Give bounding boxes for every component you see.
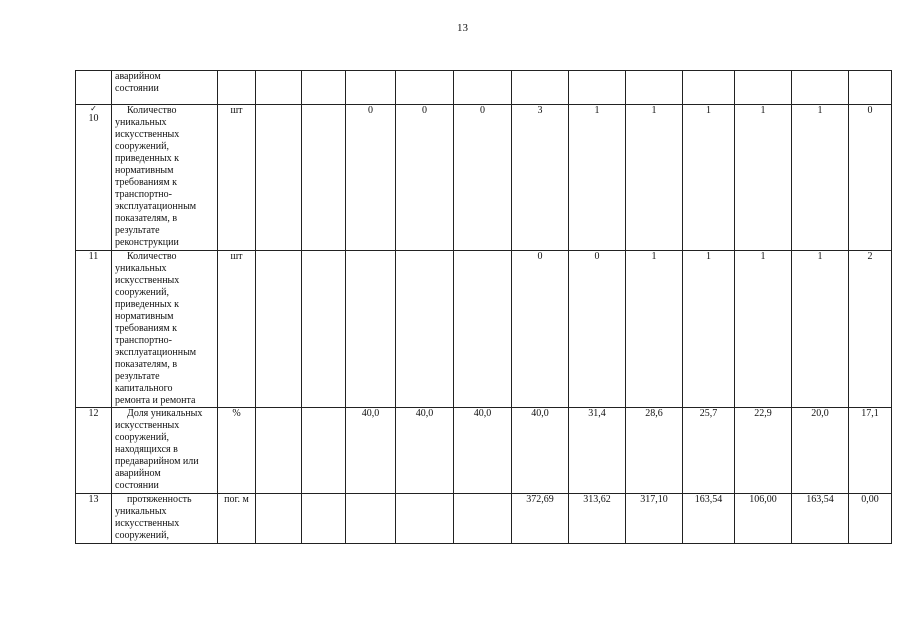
row-number: ✓ 10: [76, 105, 112, 251]
table-row: [76, 105, 892, 251]
value-cell: [346, 494, 396, 544]
value-cell: 1: [683, 105, 735, 251]
value-cell: [256, 105, 302, 251]
value-cell: [256, 71, 302, 105]
value-cell: [396, 71, 454, 105]
indicator-name: Количество уникальных искусственных сооружений, приведенных к нормативным требованиям к транспортно- эксплуатационным показателям, в результате капитального ремонта и ремонта: [112, 251, 218, 408]
unit-cell: пог. м: [218, 494, 256, 544]
value-cell: [396, 251, 454, 408]
value-cell: [454, 251, 512, 408]
indicator-name: Количество уникальных искусственных сооружений, приведенных к нормативным требованиям к транспортно- эксплуатационным показателям, в результате реконструкции: [112, 105, 218, 251]
value-cell: 3: [512, 105, 569, 251]
unit-cell: %: [218, 408, 256, 494]
value-cell: 0: [569, 251, 626, 408]
value-cell: [256, 408, 302, 494]
value-cell: [792, 71, 849, 105]
value-cell: 0: [849, 105, 892, 251]
table-row: [76, 408, 892, 494]
value-cell: 1: [626, 105, 683, 251]
indicator-name: протяженность уникальных искусственных сооружений,: [112, 494, 218, 544]
value-cell: 28,6: [626, 408, 683, 494]
row-number: 11: [76, 251, 112, 408]
value-cell: [346, 71, 396, 105]
value-cell: 0: [346, 105, 396, 251]
value-cell: [454, 494, 512, 544]
value-cell: [512, 71, 569, 105]
unit-cell: шт: [218, 251, 256, 408]
row-number: 12: [76, 408, 112, 494]
value-cell: 17,1: [849, 408, 892, 494]
indicator-name: Доля уникальных искусственных сооружений, находящихся в предаварийном или аварийном состоянии: [112, 408, 218, 494]
value-cell: 106,00: [735, 494, 792, 544]
value-cell: 163,54: [792, 494, 849, 544]
table-row: [76, 494, 892, 544]
row-number: [76, 71, 112, 105]
unit-cell: [218, 71, 256, 105]
value-cell: [396, 494, 454, 544]
table-row: [76, 71, 892, 105]
value-cell: 20,0: [792, 408, 849, 494]
value-cell: [302, 408, 346, 494]
value-cell: 0: [396, 105, 454, 251]
value-cell: [302, 105, 346, 251]
check-mark-icon: ✓: [90, 104, 97, 113]
value-cell: [346, 251, 396, 408]
value-cell: 1: [569, 105, 626, 251]
indicator-name: аварийном состоянии: [112, 71, 218, 105]
value-cell: 1: [683, 251, 735, 408]
value-cell: 2: [849, 251, 892, 408]
value-cell: 1: [626, 251, 683, 408]
value-cell: [256, 494, 302, 544]
value-cell: 40,0: [512, 408, 569, 494]
value-cell: 0: [454, 105, 512, 251]
value-cell: 40,0: [346, 408, 396, 494]
value-cell: [849, 71, 892, 105]
value-cell: [735, 71, 792, 105]
value-cell: 1: [735, 251, 792, 408]
value-cell: 0: [512, 251, 569, 408]
value-cell: 372,69: [512, 494, 569, 544]
value-cell: 0,00: [849, 494, 892, 544]
value-cell: [454, 71, 512, 105]
table-row: [76, 251, 892, 408]
value-cell: [302, 71, 346, 105]
value-cell: 1: [792, 251, 849, 408]
value-cell: [256, 251, 302, 408]
value-cell: [569, 71, 626, 105]
value-cell: 22,9: [735, 408, 792, 494]
value-cell: 163,54: [683, 494, 735, 544]
value-cell: 40,0: [454, 408, 512, 494]
value-cell: 317,10: [626, 494, 683, 544]
value-cell: 40,0: [396, 408, 454, 494]
value-cell: 25,7: [683, 408, 735, 494]
value-cell: 1: [735, 105, 792, 251]
value-cell: 313,62: [569, 494, 626, 544]
value-cell: 31,4: [569, 408, 626, 494]
unit-cell: шт: [218, 105, 256, 251]
value-cell: [302, 494, 346, 544]
value-cell: 1: [792, 105, 849, 251]
indicators-table: [75, 70, 892, 544]
page-number: 13: [457, 22, 468, 34]
value-cell: [683, 71, 735, 105]
row-number: 13: [76, 494, 112, 544]
value-cell: [302, 251, 346, 408]
value-cell: [626, 71, 683, 105]
